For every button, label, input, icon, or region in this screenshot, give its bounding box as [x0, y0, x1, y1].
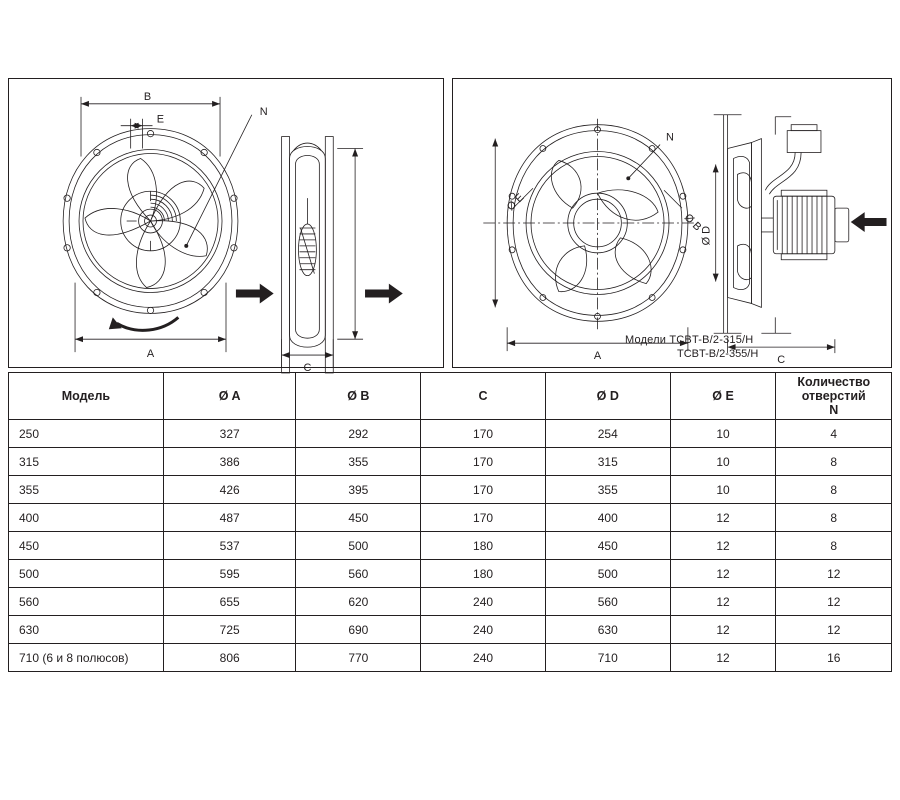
- label-n: N: [259, 105, 268, 118]
- cell-diameter-a: 426: [163, 476, 296, 504]
- header-c: C: [421, 373, 546, 420]
- cell-diameter-d: 710: [545, 644, 670, 672]
- cell-diameter-b: 560: [296, 560, 421, 588]
- cell-diameter-d: 315: [545, 448, 670, 476]
- dimensions-table: [8, 372, 892, 672]
- cell-model: 400: [9, 504, 164, 532]
- label-e: E: [156, 113, 165, 126]
- cell-diameter-a: 595: [163, 560, 296, 588]
- label-c: C: [777, 354, 786, 367]
- cell-model: 560: [9, 588, 164, 616]
- cell-diameter-e: 10: [670, 420, 776, 448]
- cell-model: 630: [9, 616, 164, 644]
- label-a: A: [593, 350, 602, 363]
- cell-diameter-e: 12: [670, 588, 776, 616]
- table-row: [9, 616, 892, 644]
- cell-diameter-b: 292: [296, 420, 421, 448]
- table-body: [9, 420, 892, 672]
- table-row: [9, 448, 892, 476]
- header-model: Модель: [9, 373, 164, 420]
- label-a: A: [146, 348, 155, 361]
- label-diameter-e: Ø E: [504, 191, 527, 214]
- cell-holes-count: 8: [776, 532, 892, 560]
- cell-model: 710 (6 и 8 полюсов): [9, 644, 164, 672]
- cell-diameter-d: 630: [545, 616, 670, 644]
- cell-holes-count: 8: [776, 448, 892, 476]
- cell-diameter-d: 560: [545, 588, 670, 616]
- cell-diameter-b: 770: [296, 644, 421, 672]
- cell-diameter-e: 12: [670, 560, 776, 588]
- cell-model: 500: [9, 560, 164, 588]
- side-view-drawing: [453, 79, 891, 367]
- cell-c: 180: [421, 532, 546, 560]
- cell-holes-count: 8: [776, 476, 892, 504]
- cell-c: 170: [421, 504, 546, 532]
- cell-diameter-b: 395: [296, 476, 421, 504]
- cell-diameter-d: 355: [545, 476, 670, 504]
- cell-diameter-b: 355: [296, 448, 421, 476]
- cell-diameter-d: 500: [545, 560, 670, 588]
- cell-diameter-d: 400: [545, 504, 670, 532]
- header-holes-count-line-1: Количество: [797, 375, 871, 389]
- cell-holes-count: 12: [776, 616, 892, 644]
- cell-c: 240: [421, 588, 546, 616]
- cell-diameter-a: 655: [163, 588, 296, 616]
- table-header-row: [9, 373, 892, 420]
- cell-diameter-b: 500: [296, 532, 421, 560]
- cell-model: 355: [9, 476, 164, 504]
- table-header: [9, 373, 892, 420]
- cell-model: 450: [9, 532, 164, 560]
- header-diameter-d: Ø D: [545, 373, 670, 420]
- cell-diameter-b: 690: [296, 616, 421, 644]
- label-diameter-b: Ø B: [681, 211, 704, 234]
- cell-diameter-b: 450: [296, 504, 421, 532]
- cell-diameter-d: 450: [545, 532, 670, 560]
- side-view-panel: [452, 78, 892, 368]
- header-diameter-a: Ø A: [163, 373, 296, 420]
- header-diameter-b: Ø B: [296, 373, 421, 420]
- cell-diameter-e: 12: [670, 616, 776, 644]
- label-diameter-d: Ø D: [700, 225, 713, 246]
- cell-diameter-a: 725: [163, 616, 296, 644]
- cell-diameter-e: 10: [670, 476, 776, 504]
- cell-diameter-e: 12: [670, 644, 776, 672]
- cell-holes-count: 16: [776, 644, 892, 672]
- table-row: [9, 560, 892, 588]
- header-holes-count: [776, 373, 892, 420]
- label-c: C: [303, 361, 312, 374]
- cell-c: 180: [421, 560, 546, 588]
- drawing-panels: [8, 78, 892, 374]
- cell-diameter-a: 386: [163, 448, 296, 476]
- cell-c: 170: [421, 476, 546, 504]
- header-holes-count-line-2: отверстий: [801, 389, 866, 403]
- cell-diameter-b: 620: [296, 588, 421, 616]
- table-row: [9, 588, 892, 616]
- table-row: [9, 420, 892, 448]
- model-caption-line-1: Модели TCBT-B/2-315/H: [625, 334, 754, 346]
- cell-c: 170: [421, 448, 546, 476]
- cell-holes-count: 8: [776, 504, 892, 532]
- table-row: [9, 644, 892, 672]
- cell-holes-count: 4: [776, 420, 892, 448]
- cell-model: 315: [9, 448, 164, 476]
- cell-c: 240: [421, 616, 546, 644]
- cell-holes-count: 12: [776, 560, 892, 588]
- cell-c: 170: [421, 420, 546, 448]
- label-b: B: [143, 90, 152, 103]
- table-row: [9, 532, 892, 560]
- table-row: [9, 476, 892, 504]
- header-holes-count-line-3: N: [829, 403, 839, 417]
- label-n: N: [666, 131, 674, 144]
- cell-holes-count: 12: [776, 588, 892, 616]
- cell-diameter-a: 537: [163, 532, 296, 560]
- front-view-drawing: [9, 79, 443, 374]
- table-row: [9, 504, 892, 532]
- model-caption-line-2: TCBT-B/2-355/H: [677, 348, 759, 360]
- cell-diameter-e: 12: [670, 532, 776, 560]
- cell-diameter-e: 10: [670, 448, 776, 476]
- cell-c: 240: [421, 644, 546, 672]
- cell-diameter-d: 254: [545, 420, 670, 448]
- model-caption: [625, 333, 875, 361]
- header-diameter-e: Ø E: [670, 373, 776, 420]
- cell-diameter-a: 487: [163, 504, 296, 532]
- cell-diameter-a: 327: [163, 420, 296, 448]
- cell-diameter-e: 12: [670, 504, 776, 532]
- cell-diameter-a: 806: [163, 644, 296, 672]
- cell-model: 250: [9, 420, 164, 448]
- front-view-panel: [8, 78, 444, 374]
